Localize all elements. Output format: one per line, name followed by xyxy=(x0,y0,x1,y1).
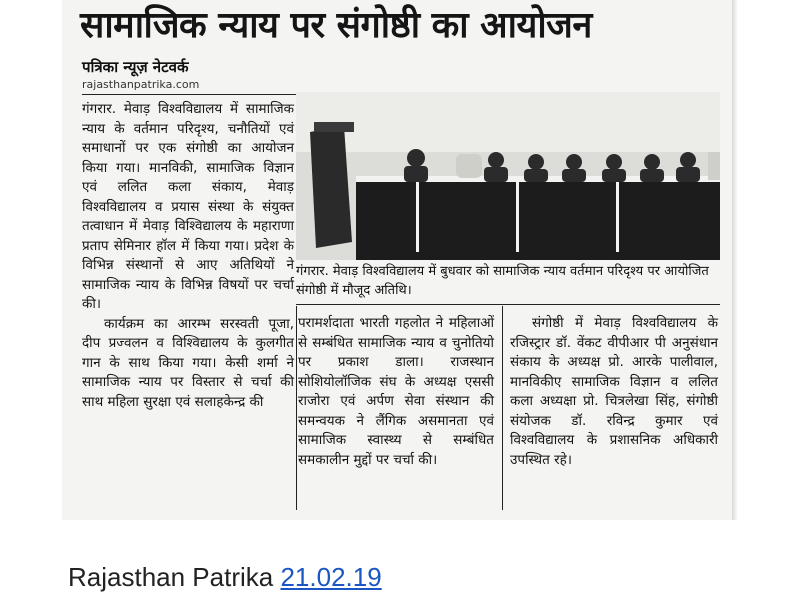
article-column-2 xyxy=(298,314,494,470)
article-paragraph: गंगरार. मेवाड़ विश्वविद्यालय में सामाजिक न्याय के वर्तमान परिदृश्य, चनौतियों एवं समाधानों पर एक संगोष्ठी का आयोजन किया गया। मानविकी, सामाजिक विज्ञान एवं ललित कला संकाय, मेवाड़ विश्वविद्यालय व प्रयास संस्था के संयुक्त तत्वाधान में मेवाड़ विश्विद्यालय के महाराणा प्रताप सेमिनार हॉल में किया गया। प्रदेश के विभिन्न संस्थानों से आए अतिथियों ने सामाजिक न्याय के विभिन्न विषयों पर चर्चा की। xyxy=(82,101,294,312)
article-paragraph: कार्यक्रम का आरम्भ सरस्वती पूजा, दीप प्रज्वलन व विश्विद्यालय के कुलगीत गान के साथ किया गया। केसी शर्मा ने सामाजिक न्याय पर विस्तार से चर्चा की साथ महिला सुरक्षा एवं सलाहकेन्द्र की xyxy=(82,315,294,410)
date-link[interactable]: 21.02.19 xyxy=(280,562,382,592)
article-site: rajasthanpatrika.com xyxy=(82,78,200,91)
event-photo-illustration xyxy=(296,92,720,260)
clipping-edge-shadow xyxy=(732,0,738,520)
divider-col3 xyxy=(502,306,503,510)
source-name: Rajasthan Patrika xyxy=(68,562,274,592)
event-photo xyxy=(296,92,720,260)
divider-caption xyxy=(296,304,720,305)
source-footer xyxy=(68,560,382,594)
photo-caption: गंगरार. मेवाड़ विश्वविद्यालय में बुधवार को सामाजिक न्याय वर्तमान परिदृश्य पर आयोजित संगोष्ठी में मौजूद अतिथि। xyxy=(296,264,709,298)
divider-col2 xyxy=(296,306,297,510)
newspaper-clipping xyxy=(62,0,732,520)
article-paragraph: परामर्शदाता भारती गहलोत ने महिलाओं से सम्बंधित सामाजिक न्याय व चुनोतियो पर प्रकाश डाला। राजस्थान सोशियोलॉजिक संघ के अध्यक्ष एससी राजोरा एवं अर्पण सेवा संस्थान की समन्वयक ने लैंगिक असमानता एवं सामाजिक स्वास्थ्य से सम्बंधित समकालीन मुद्दों पर चर्चा की। xyxy=(298,315,494,468)
article-column-1 xyxy=(82,100,294,412)
article-byline: पत्रिका न्यूज़ नेटवर्क xyxy=(82,58,189,76)
article-paragraph: संगोष्ठी में मेवाड़ विश्वविद्यालय के रजिस्ट्रार डॉ. वेंकट वीपीआर पी अनुसंधान संकाय के अध्यक्ष प्रो. आरके पालीवाल, मानविकीए सामाजिक विज्ञान व ललित कला अध्यक्षा प्रो. चित्रलेखा सिंह, संगोष्ठी संयोजक डॉ. रविन्द्र कुमार एवं विश्वविद्यालय के प्रशासनिक अधिकारी उपस्थित रहे। xyxy=(510,315,718,468)
article-headline: सामाजिक न्याय पर संगोष्ठी का आयोजन xyxy=(80,5,592,46)
article-column-3 xyxy=(510,314,718,470)
